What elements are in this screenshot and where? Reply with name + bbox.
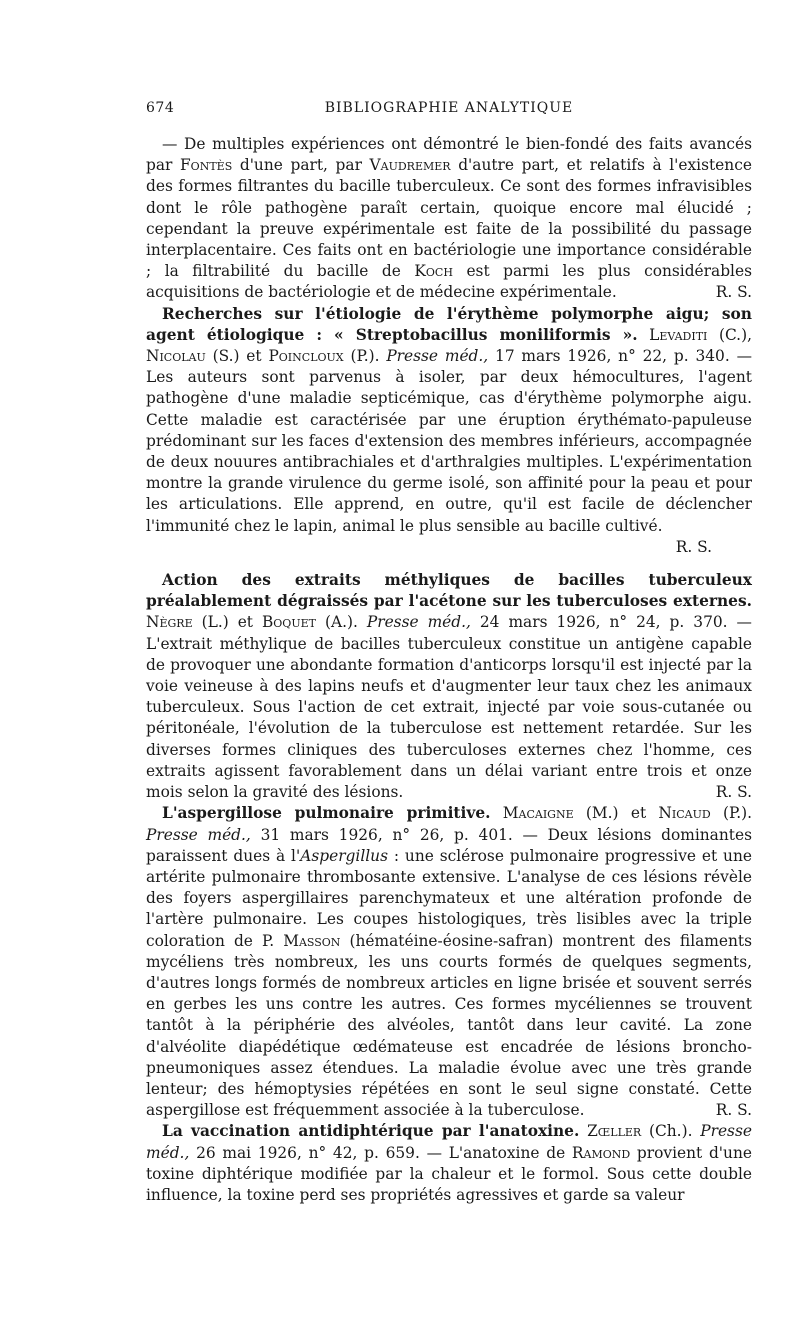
author-initial: (S.) et [212, 347, 262, 366]
entry-text: (hématéine-éosine-safran) montrent des filaments mycéliens très nombreux, les uns courts formés de quelques segments, d'autres longs formés de nombreux articles en ligne brisée et souvent serrés en gerbes les uns contre les autres. Ces formes mycéliennes se trouvent tantôt à la périphérie des alvéoles, tantôt dans leur cavité. La zone d'alvéolite diapédétique œdémateuse est encadrée de lésions broncho-pneumoniques assez étendues. La maladie évolue avec une très grande lenteur; des hémoptysies répétées en sont le seul signe constaté. Cette aspergillose est fréquemment associée à la tuberculose. [146, 931, 752, 1120]
reference: 26 mai 1926, n° 42, p. 659. [196, 1143, 420, 1162]
author-name: Poincloux [268, 347, 344, 366]
author-name: Boquet [261, 613, 316, 632]
entry-aspergillose [146, 803, 752, 1121]
author-initial: (Ch.). [648, 1122, 693, 1141]
document-body [146, 134, 752, 1206]
signature: R. S. [715, 1101, 752, 1120]
entry-extraits-methyliques [146, 570, 752, 803]
author-initial: (P.). [722, 804, 752, 823]
journal-name: Presse méd., [146, 825, 251, 844]
author-name: Nègre [146, 613, 193, 632]
journal-name: Presse méd., [366, 613, 471, 632]
entry-title: Action des extraits méthyliques de bacilles tuberculeux préalablement dégraissés par l'acétone sur les tuberculoses externes. [146, 571, 752, 611]
entry-text: provient d'une toxine diphtérique modifiée par la chaleur et le formol. Sous cette double influence, la toxine perd ses propriétés agressives et garde sa valeur [146, 1143, 752, 1204]
entry-vaccination [146, 1121, 752, 1206]
document-page [146, 100, 752, 1206]
entry-text: — De multiples expériences ont démontré le bien-fondé des faits avancés par [146, 135, 752, 175]
signature: R. S. [675, 537, 712, 556]
reference: 31 mars 1926, n° 26, p. 401. [260, 825, 513, 844]
entry-text: — L'extrait méthylique de bacilles tuberculeux constitue un antigène capable de provoquer une abondante formation d'anticorps lorsqu'il est injecté par la voie veineuse à des lapins neufs et d'augmenter leur taux chez les animaux tuberculeux. Sous l'action de cet extrait, injecté par voie sous-cutanée ou péritonéale, l'évolution de la tuberculose est nettement retardée. Sur les diverses formes cliniques des tuberculoses externes chez l'homme, ces extraits agissent favorablement dans un délai variant entre trois et onze mois selon la gravité des lésions. [146, 613, 752, 802]
entry-text: est parmi les plus considérables acquisitions de bactériologie et de médecine expérimentale. [146, 262, 752, 302]
author-name: Zœller [587, 1122, 642, 1141]
author-initial: (A.). [324, 613, 358, 632]
entry-text: — Les auteurs sont parvenus à isoler, par deux hémocultures, l'agent pathogène d'une maladie septicémique, cas d'érythème polymorphe aigu. Cette maladie est caractérisée par une éruption érythémato-papuleuse prédominant sur les faces d'extension des membres inférieurs, accompagnée de deux nouures antibrachiales et d'arthralgies multiples. L'expérimentation montre la grande virulence du germe isolé, son affinité pour la peau et pour les articulations. Elle apprend, en outre, qu'il est facile de déclencher l'immunité chez le lapin, animal le plus sensible au bacille cultivé. [146, 347, 752, 535]
author-name: Fontès [180, 156, 233, 175]
reference: 17 mars 1926, n° 22, p. 340. [495, 347, 730, 366]
entry-text: d'autre part, et relatifs à l'existence des formes filtrantes du bacille tuberculeux. Ce sont des formes infravisibles dont le rôle pathogène paraît certain, quoique encore mal élucidé ; cependant la preuve expérimentale est faite de la possibilité du passage interplacentaire. Ces faits ont en bactériologie une importance considérable ; la filtrabilité du bacille de [146, 156, 752, 281]
journal-name: Presse méd., [386, 347, 489, 366]
author-name: Nicaud [658, 804, 711, 823]
entry-text: — Deux lésions dominantes paraissent dues à l' [146, 825, 752, 865]
author-name: Macaigne [502, 804, 574, 823]
page-number: 674 [146, 100, 175, 116]
author-initial: (C.), [718, 325, 752, 344]
entry-text: : une sclérose pulmonaire progressive et une artérite pulmonaire thrombosante extensive. L'analyse de ces lésions révèle des foyers aspergillaires parenchymateux et une altération profonde de l'artère pulmonaire. Les coupes histologiques, très lisibles avec la triple coloration de P. [146, 846, 752, 950]
author-name: Masson [283, 931, 341, 950]
entry-text: — L'anatoxine de [426, 1143, 566, 1162]
entry-title: Recherches sur l'étiologie de l'érythème polymorphe aigu; son agent étiologique : « Streptobacillus moniliformis ». [146, 304, 752, 344]
author-name: Vaudremer [369, 156, 451, 175]
author-initial: (L.) et [201, 613, 253, 632]
species-name: Aspergillus [300, 846, 388, 865]
entry-title: L'aspergillose pulmonaire primitive. [162, 804, 491, 823]
author-name: Koch [414, 262, 453, 281]
entry-text: d'une part, par [239, 156, 362, 175]
page-header [146, 100, 752, 122]
author-name: Ramond [571, 1143, 631, 1162]
journal-name: Presse méd., [146, 1122, 752, 1162]
reference: 24 mars 1926, n° 24, p. 370. [479, 613, 728, 632]
running-title: BIBLIOGRAPHIE ANALYTIQUE [324, 100, 574, 116]
entry-filtrable-forms [146, 134, 752, 304]
signature: R. S. [715, 783, 752, 802]
signature: R. S. [715, 283, 752, 302]
author-initial: (P.). [350, 347, 380, 366]
author-initial: (M.) et [585, 804, 647, 823]
author-name: Nicolau [146, 347, 206, 366]
entry-title: La vaccination antidiphtérique par l'anatoxine. [162, 1122, 580, 1141]
author-name: Levaditi [649, 325, 708, 344]
entry-erytheme [146, 304, 752, 537]
